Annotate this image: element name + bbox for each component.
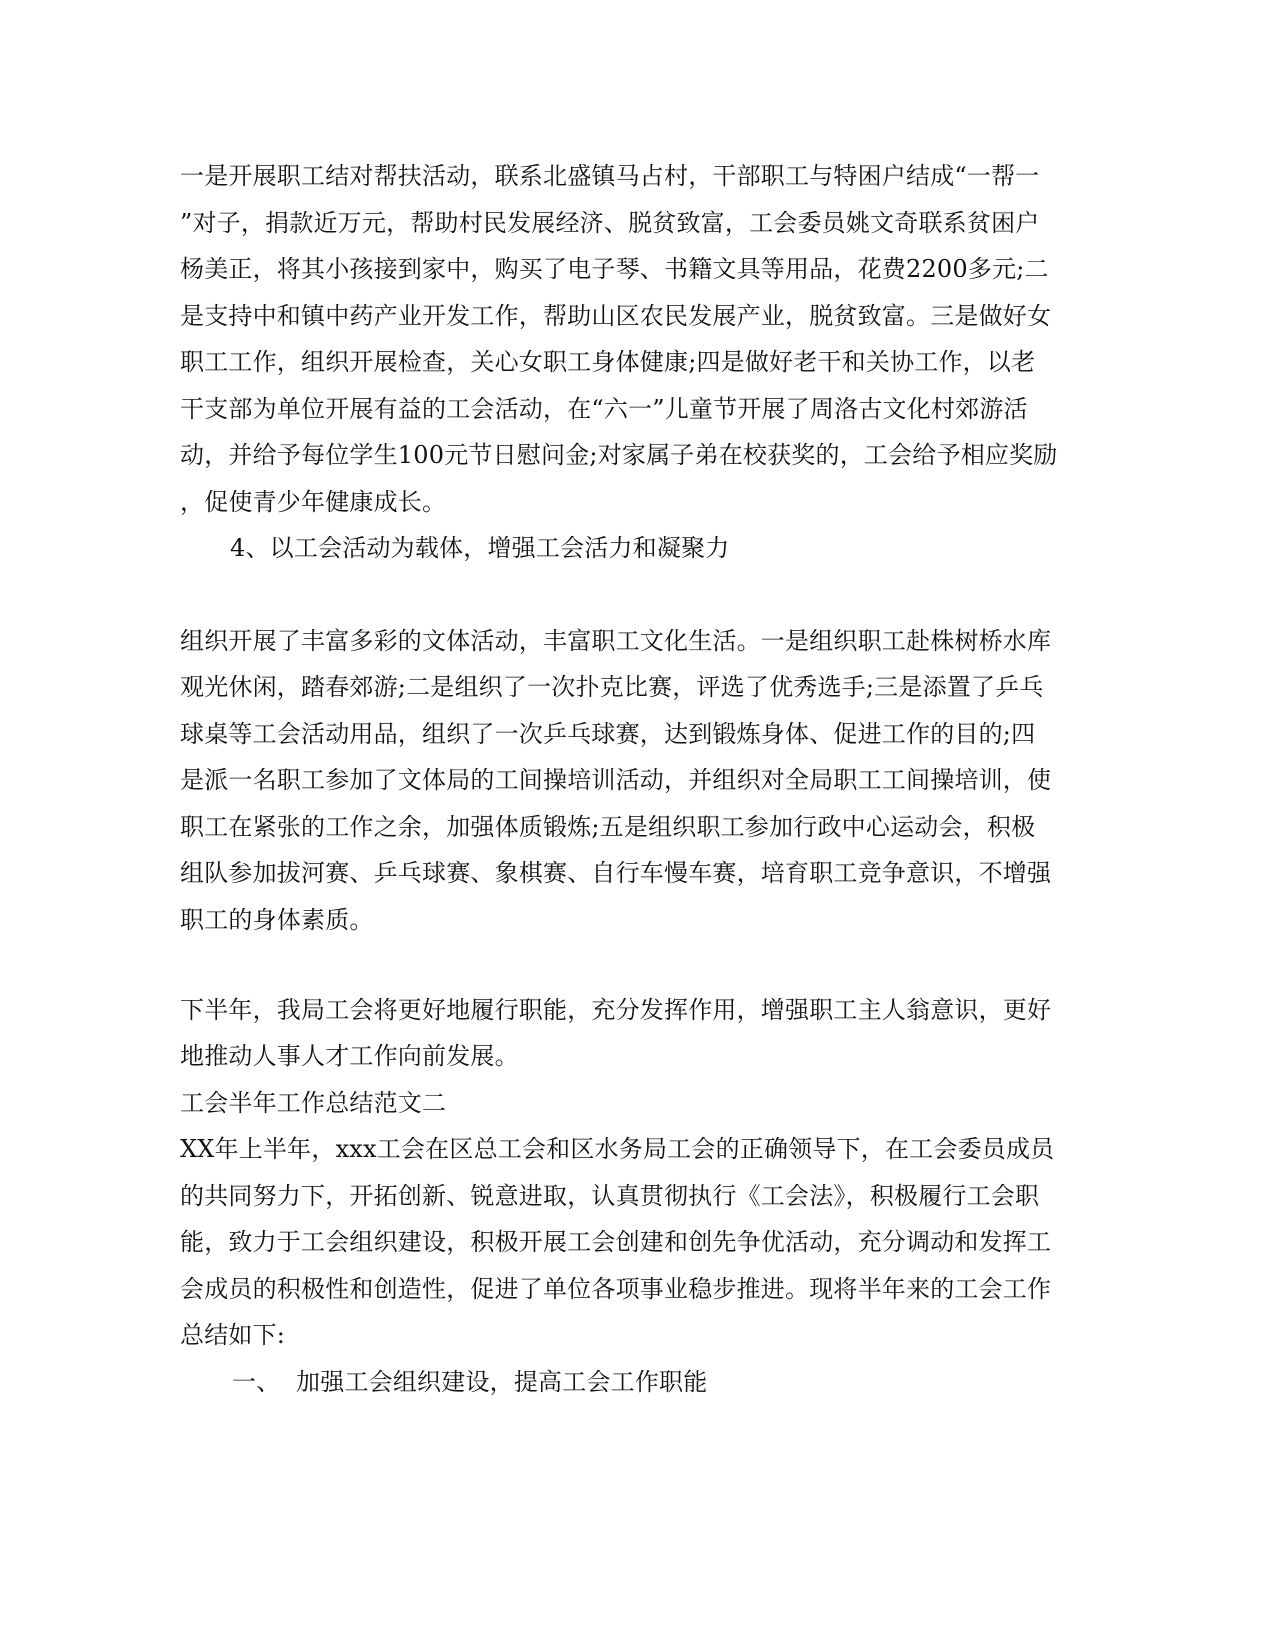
text-line: 总结如下: [180, 1321, 286, 1349]
text-line: 组队参加拔河赛、乒乓球赛、象棋赛、自行车慢车赛，培育职工竞争意识，不增强 [180, 859, 1052, 887]
section-title: 工会半年工作总结范文二 [180, 1089, 447, 1117]
section-heading: 4、以工会活动为载体，增强工会活力和凝聚力 [230, 534, 730, 562]
text-line: 地推动人事人才工作向前发展。 [180, 1042, 519, 1070]
text-line: 职工工作，组织开展检查，关心女职工身体健康;四是做好老干和关协工作，以老 [180, 348, 1036, 376]
text-line: 的共同努力下，开拓创新、锐意进取，认真贯彻执行《工会法》，积极履行工会职 [180, 1182, 1040, 1210]
text-line: ”对子，捐款近万元，帮助村民发展经济、脱贫致富，工会委员姚文奇联系贫困户 [180, 209, 1040, 237]
text-line: 球桌等工会活动用品，组织了一次乒乓球赛，达到锻炼身体、促进工作的目的;四 [180, 720, 1036, 748]
text-line: 职工在紧张的工作之余，加强体质锻炼;五是组织职工参加行政中心运动会，积极 [180, 813, 1036, 841]
text-line: 组织开展了丰富多彩的文体活动，丰富职工文化生活。一是组织职工赴株树桥水库 [180, 627, 1052, 655]
text-line: 是支持中和镇中药产业开发工作，帮助山区农民发展产业，脱贫致富。三是做好女 [180, 302, 1052, 330]
text-line: 职工的身体素质。 [180, 906, 374, 934]
section-heading: 一、 加强工会组织建设，提高工会工作职能 [232, 1368, 708, 1396]
text-line: 动，并给予每位学生100元节日慰问金;对家属子弟在校获奖的，工会给予相应奖励 [180, 441, 1058, 469]
text-line: 是派一名职工参加了文体局的工间操培训活动，并组织对全局职工工间操培训，使 [180, 766, 1052, 794]
text-line: 干支部为单位开展有益的工会活动，在“六一”儿童节开展了周洛古文化村郊游活 [180, 395, 1028, 423]
text-line: 一是开展职工结对帮扶活动，联系北盛镇马占村，干部职工与特困户结成“一帮一 [180, 162, 1040, 190]
text-line: 能，致力于工会组织建设，积极开展工会创建和创先争优活动，充分调动和发挥工 [180, 1228, 1052, 1256]
text-line: 会成员的积极性和创造性，促进了单位各项事业稳步推进。现将半年来的工会工作 [180, 1275, 1052, 1303]
text-line: 下半年，我局工会将更好地履行职能，充分发挥作用，增强职工主人翁意识，更好 [180, 996, 1052, 1024]
text-line: 杨美正，将其小孩接到家中，购买了电子琴、书籍文具等用品，花费2200多元;二 [180, 255, 1049, 283]
text-line: XX年上半年，xxx工会在区总工会和区水务局工会的正确领导下，在工会委员成员 [180, 1135, 1055, 1163]
text-line: ，促使青少年健康成长。 [180, 488, 447, 516]
text-line: 观光休闲，踏春郊游;二是组织了一次扑克比赛，评选了优秀选手;三是添置了乒乓 [180, 673, 1044, 701]
